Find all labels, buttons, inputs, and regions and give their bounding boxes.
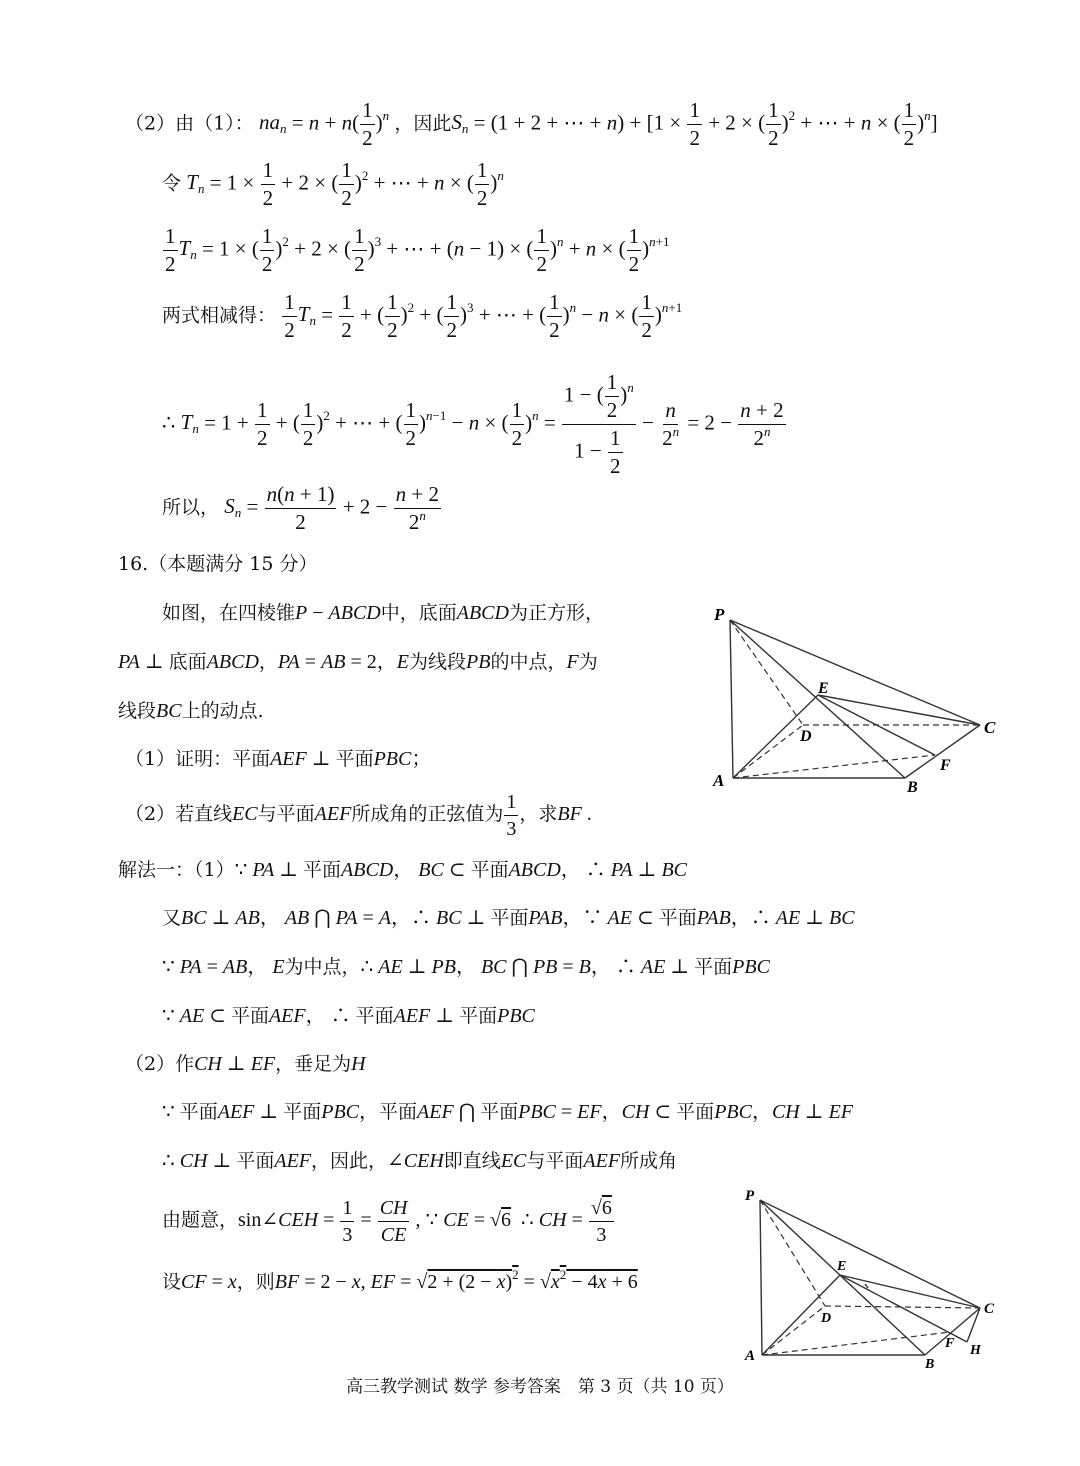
line-series-intro: （2）由（1）： $na_n = n + n$( $\frac{1}{2}$ )$^n$ ，因此$S_n = (1 + 2$ + ⋯ + n) + [1 × $\frac{1}{2}$ + 2 × ( $\frac{1}{2}$ )$^2$ + ⋯ + n × ( $\frac{1}{2}$ )$^n$] (125, 98, 938, 150)
edge-PC (730, 620, 980, 725)
edge-PA (760, 1200, 762, 1355)
edge-AD (733, 725, 803, 778)
q16-stem-line1: 如图，在四棱锥P − ABCD中，底面ABCD为正方形， (162, 602, 604, 624)
sol1-line4: ∵ AE ⊂ 平面AEF， ∴ 平面AEF ⊥ 平面PBC (162, 1005, 535, 1027)
label-B: B (925, 1357, 935, 1370)
q16-part2: （2）若直线EC与平面AEF所成角的正弦值为 $\frac{1}{3}$ ，求BF . (125, 791, 592, 840)
label-A: A (745, 1348, 756, 1364)
edge-PA (730, 620, 733, 778)
label-P: P (714, 605, 725, 624)
sol2-line2: ∵ 平面AEF ⊥ 平面PBC，平面AEF ⋂ 平面PBC = EF，CH ⊂ 平面PBC，CH ⊥ EF (162, 1101, 854, 1123)
pyramid-figure-1 (700, 600, 1010, 800)
label-E: E (837, 1259, 847, 1274)
mark-E (865, 1284, 868, 1288)
label-F: F (945, 1336, 955, 1351)
line-Tn-result: ∴ $T_n = 1$ + $\frac{1}{2}$ + ( $\frac{1}{2}$ )$^2$ + ⋯ + ( $\frac{1}{2}$ )$^{n-1}$ − n × ( $\frac{1}{2}$ )$^n$ = 1 − ( $\frac{1}{2}$ )$^n$ 1 − $\frac{1}{2}$ − $\frac{n}{2^n}$ = 2 − $\frac{n + 2}{2^n}$ (162, 370, 784, 478)
label-F: F (940, 757, 951, 774)
sol1-line3: ∵ PA = AB， E为中点，∴ AE ⊥ PB， BC ⋂ PB = B， ∴ AE ⊥ 平面PBC (162, 956, 770, 978)
label-D: D (821, 1311, 832, 1326)
label-P: P (745, 1188, 755, 1204)
line-subtract: 两式相减得： $\frac{1}{2}$ $T_n$ = $\frac{1}{2}$ + ( $\frac{1}{2}$ )$^2$ + ( $\frac{1}{2}$ )$^3$ + ⋯ + ( $\frac{1}{2}$ )$^n$ − n × ( $\frac{1}{2}$ )$^{n+1}$ (162, 290, 683, 342)
sol2-line1: （2）作CH ⊥ EF，垂足为H (125, 1053, 366, 1075)
label-E: E (818, 680, 829, 697)
label-C: C (984, 718, 996, 737)
sol1-line2: 又BC ⊥ AB， AB ⋂ PA = A，∴ BC ⊥ 平面PAB，∵ AE ⊂ 平面PAB，∴ AE ⊥ BC (162, 907, 855, 929)
sol1-line1: 解法一：（1）∵ PA ⊥ 平面ABCD， BC ⊂ 平面ABCD， ∴ PA ⊥ BC (118, 859, 688, 881)
label-A: A (713, 771, 725, 790)
q16-stem-line3: 线段BC上的动点. (118, 700, 264, 722)
edge-AF (733, 755, 935, 778)
q16-header: 16.（本题满分 15 分） (118, 553, 318, 575)
edge-EH (840, 1275, 967, 1342)
edge-AD (762, 1306, 825, 1355)
line-Sn-final: 所以， $S_n$ = $\frac{n(n + 1)}{2}$ + 2 − $\frac{n + 2}{2^n}$ (162, 482, 439, 534)
pyramid-figure-2 (735, 1180, 1035, 1370)
label-B: B (907, 779, 918, 796)
label-H: H (970, 1343, 981, 1358)
edge-EC (840, 1275, 980, 1308)
edge-PB (730, 620, 905, 778)
label-D: D (800, 728, 812, 745)
q16-part1: （1）证明：平面AEF ⊥ 平面PBC； (125, 748, 432, 770)
label-C: C (984, 1301, 995, 1317)
line-let-Tn: 令 $T_n = 1$ × $\frac{1}{2}$ + 2 × ( $\frac{1}{2}$ )$^2$ + ⋯ + n × ( $\frac{1}{2}$ )$^n$ (162, 158, 504, 210)
q16-stem-line2: PA ⊥ 底面ABCD，PA = AB = 2，E为线段PB的中点，F为 (118, 651, 598, 673)
sol2-line5: 设CF = x，则BF = 2 − x, EF = $√2 + (2 - x)^2 = √x^2 - 4x + 6$ (162, 1266, 638, 1293)
sol2-line4: 由题意，sin∠CEH = $\frac{1}{3}$ = $\frac{CH}{CE}$ , ∵ CE = √6 ∴ CH = $\frac{√6}{3}$ (162, 1197, 612, 1246)
line-half-Tn: $\frac{1}{2}$ $T_n = 1$ × ( $\frac{1}{2}$ )$^2$ + 2 × ( $\frac{1}{2}$ )$^3$ + ⋯ + (n − 1) × ( $\frac{1}{2}$ )$^n$ + n × ( $\frac{1}{2}$ )$^{n+1}$ (165, 224, 670, 276)
sol2-line3: ∴ CH ⊥ 平面AEF，因此，∠CEH即直线EC与平面AEF所成角 (162, 1150, 678, 1172)
page-footer: 高三教学测试 数学 参考答案 第 3 页（共 10 页） (346, 1377, 734, 1397)
